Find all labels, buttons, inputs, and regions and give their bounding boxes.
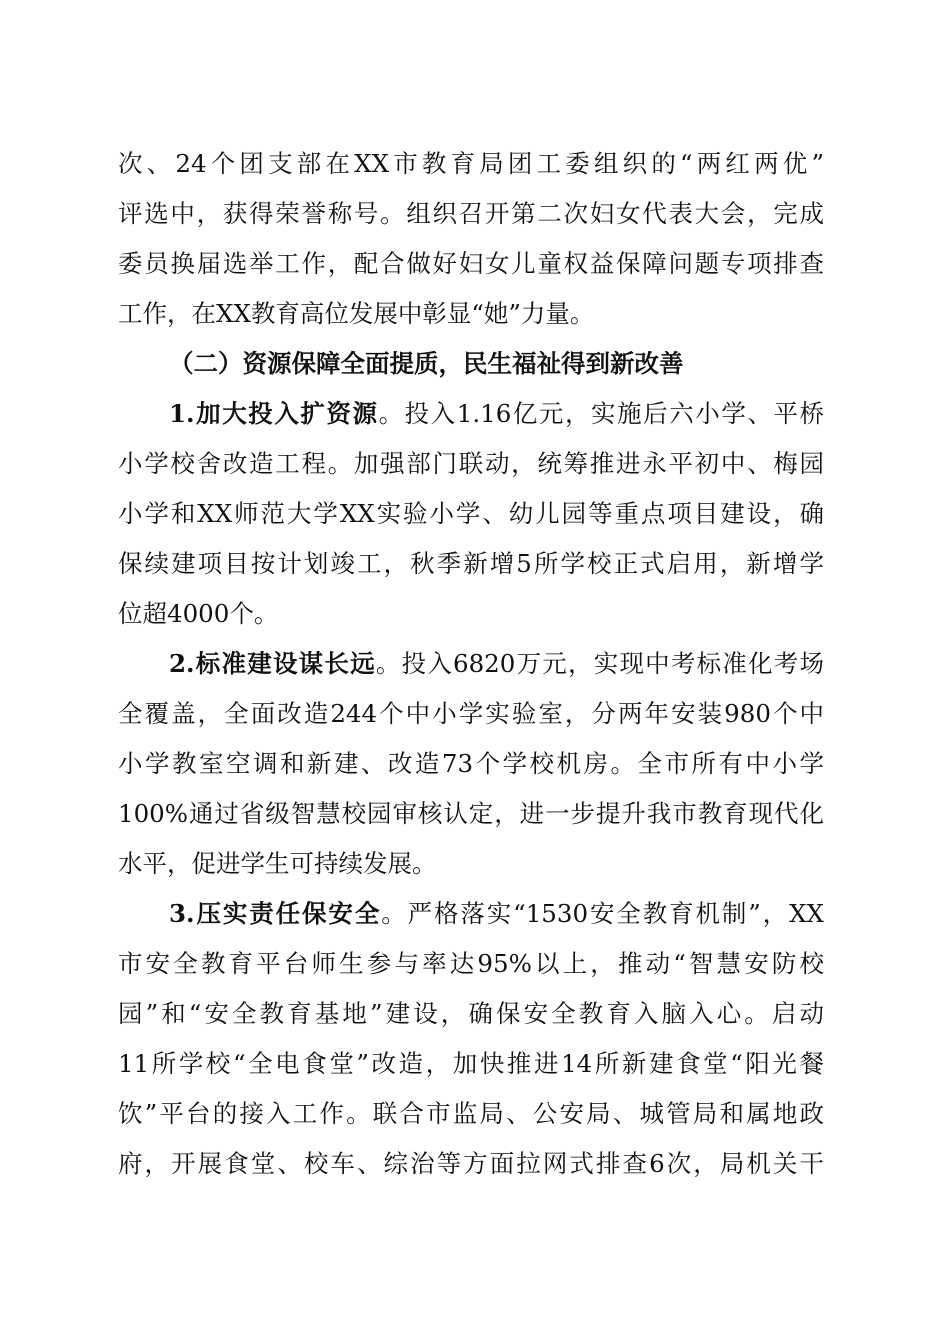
paragraph-line: 全覆盖，全面改造244个中小学实验室，分两年安装980个中 <box>118 699 824 728</box>
item-2-first-line-text: 。投入6820万元，实现中考标准化考场 <box>375 649 824 678</box>
paragraph-line: 小学和XX师范大学XX实验小学、幼儿园等重点项目建设，确 <box>118 499 824 528</box>
paragraph-line: 委员换届选举工作，配合做好妇女儿童权益保障问题专项排查 <box>118 249 824 278</box>
paragraph-line: 小学校舍改造工程。加强部门联动，统筹推进永平初中、梅园 <box>118 449 824 478</box>
paragraph-line: 府，开展食堂、校车、综治等方面拉网式排查6次，局机关干 <box>118 1149 824 1178</box>
paragraph-line: 11所学校“全电食堂”改造，加快推进14所新建食堂“阳光餐 <box>118 1049 824 1078</box>
paragraph-line: 位超4000个。 <box>118 599 279 628</box>
paragraph-line: 评选中，获得荣誉称号。组织召开第二次妇女代表大会，完成 <box>118 199 824 228</box>
paragraph-line: 小学教室空调和新建、改造73个学校机房。全市所有中小学 <box>118 749 824 778</box>
item-2-first-line <box>169 648 824 680</box>
paragraph-line: 工作，在XX教育高位发展中彰显“她”力量。 <box>118 299 595 328</box>
item-1-first-line <box>169 398 824 430</box>
item-1-title: 1.加大投入扩资源 <box>169 399 379 428</box>
paragraph-line: 市安全教育平台师生参与率达95%以上，推动“智慧安防校 <box>118 949 824 978</box>
item-1-first-line-text: 。投入1.16亿元，实施后六小学、平桥 <box>378 399 824 428</box>
item-3-title: 3.压实责任保安全 <box>169 899 382 928</box>
item-3-first-line-text: 。严格落实“1530安全教育机制”，XX <box>381 899 824 928</box>
paragraph-line: 保续建项目按计划竣工，秋季新增5所学校正式启用，新增学 <box>118 549 824 578</box>
paragraph-line: 次、24个团支部在XX市教育局团工委组织的“两红两优” <box>118 149 824 178</box>
paragraph-line: 饮”平台的接入工作。联合市监局、公安局、城管局和属地政 <box>118 1099 824 1128</box>
paragraph-line: 水平，促进学生可持续发展。 <box>118 849 437 878</box>
paragraph-line: 100%通过省级智慧校园审核认定，进一步提升我市教育现代化 <box>118 799 824 828</box>
paragraph-line: 园”和“安全教育基地”建设，确保安全教育入脑入心。启动 <box>118 999 824 1028</box>
item-3-first-line <box>169 898 824 930</box>
item-2-title: 2.标准建设谋长远 <box>169 649 376 678</box>
section-heading: （二）资源保障全面提质，民生福祉得到新改善 <box>169 349 684 378</box>
